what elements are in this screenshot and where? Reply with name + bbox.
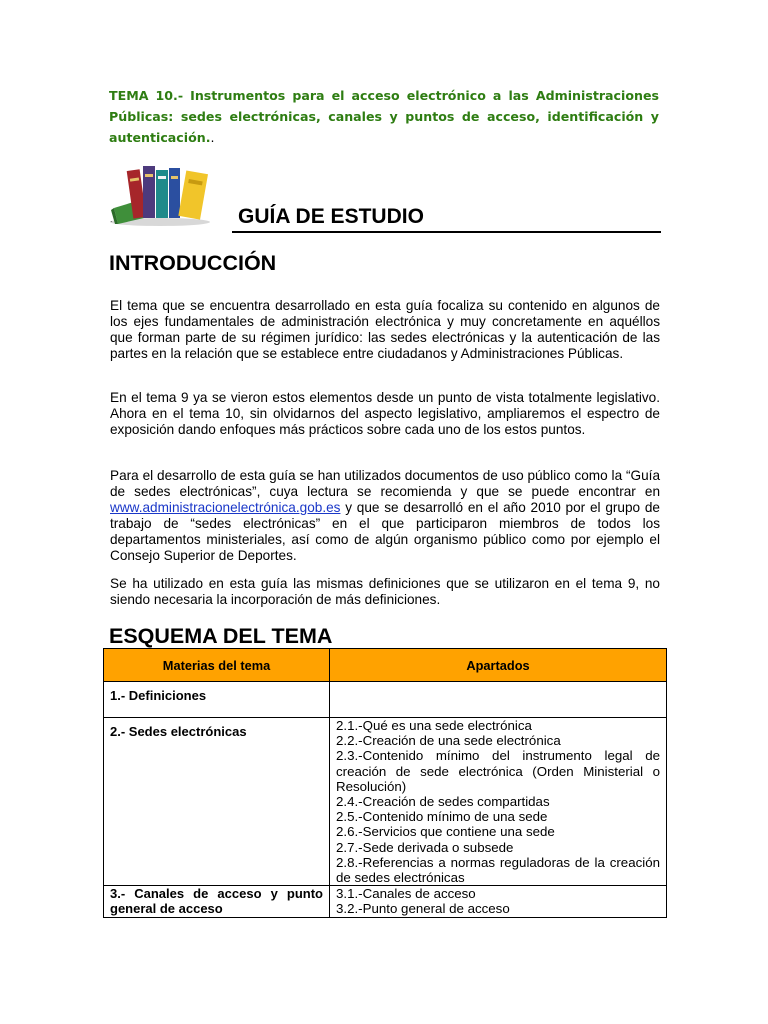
books-icon — [106, 156, 214, 228]
apartado-item: 2.2.-Creación de una sede electrónica — [336, 733, 561, 749]
apartado-item: 2.5.-Contenido mínimo de una sede — [336, 809, 548, 825]
table-row — [104, 682, 667, 718]
apartado-item: 2.7.-Sede derivada o subsede — [336, 839, 514, 855]
decorative-dot: . — [110, 214, 113, 224]
apartados-cell — [330, 718, 667, 886]
apartado-item: 2.4.-Creación de sedes compartidas — [336, 794, 550, 810]
title-divider — [232, 231, 661, 233]
intro-paragraph-2: En el tema 9 ya se vieron estos elementos desde un punto de vista totalmente legislativo. Ahora en el tema 10, sin olvidarnos del aspecto legislativo, ampliaremos el espectro de exposición dando enfoques más prácticos sobre cada uno de los estos puntos. — [110, 390, 660, 437]
apartado-item: 2.6.-Servicios que contiene una sede — [336, 824, 555, 840]
intro-paragraph-1: El tema que se encuentra desarrollado en esta guía focaliza su contenido en algunos de los ejes fundamentales de administración electrónica y muy concretamente en aquéllos que forman parte de su régimen jurídico: las sedes electrónicas y la autenticación de las partes en la relación que se establece entre ciudadanos y Administraciones Públicas. — [110, 298, 660, 361]
apartado-item: 3.2.-Punto general de acceso — [336, 901, 510, 917]
materia-cell: 2.- Sedes electrónicas — [104, 718, 330, 886]
materia-cell: 3.- Canales de acceso y punto general de acceso — [104, 886, 330, 917]
apartado-item: 3.1.-Canales de acceso — [336, 886, 476, 902]
apartado-item: 2.1.-Qué es una sede electrónica — [336, 718, 532, 733]
apartados-cell — [330, 682, 667, 718]
esquema-table — [103, 648, 667, 918]
esquema-heading: ESQUEMA DEL TEMA — [109, 624, 333, 648]
apartado-item: 2.8.-Referencias a normas reguladoras de la creación de sedes electrónicas — [336, 854, 660, 886]
intro-paragraph-4: Se ha utilizado en esta guía las mismas definiciones que se utilizaron en el tema 9, no siendo necesaria la incorporación de más definiciones. — [110, 576, 660, 607]
table-row — [104, 886, 667, 917]
apartado-item: 2.3.-Contenido mínimo del instrumento legal de creación de sede electrónica (Orden Ministerial o Resolución) — [336, 748, 660, 794]
introduccion-heading: INTRODUCCIÓN — [109, 251, 277, 275]
materia-cell: 1.- Definiciones — [104, 682, 330, 718]
apartados-cell — [330, 886, 667, 917]
intro-paragraph-3: Para el desarrollo de esta guía se han utilizados documentos de uso público como la “Guía de sedes electrónicas”, cuya lectura se recomienda y que se puede encontrar en www.administracionelectrónica.gob.es y que se desarrolló en el año 2010 por el grupo de trabajo de “sedes electrónicas” en el que participaron miembros de todos los departamentos ministeriales, así como de algún organismo público como por ejemplo el Consejo Superior de Deportes. — [110, 468, 660, 563]
table-row — [104, 718, 667, 886]
table-header-row — [104, 649, 667, 682]
administracion-electronica-link[interactable]: www.administracionelectrónica.gob.es — [110, 500, 341, 515]
column-header-materias: Materias del tema — [104, 649, 330, 682]
guia-title: GUÍA DE ESTUDIO — [238, 205, 424, 228]
tema-title: TEMA 10.- Instrumentos para el acceso electrónico a las Administraciones Públicas: sedes electrónicas, canales y puntos de acceso, identificación y autenticación.. — [109, 88, 659, 145]
column-header-apartados: Apartados — [330, 649, 667, 682]
